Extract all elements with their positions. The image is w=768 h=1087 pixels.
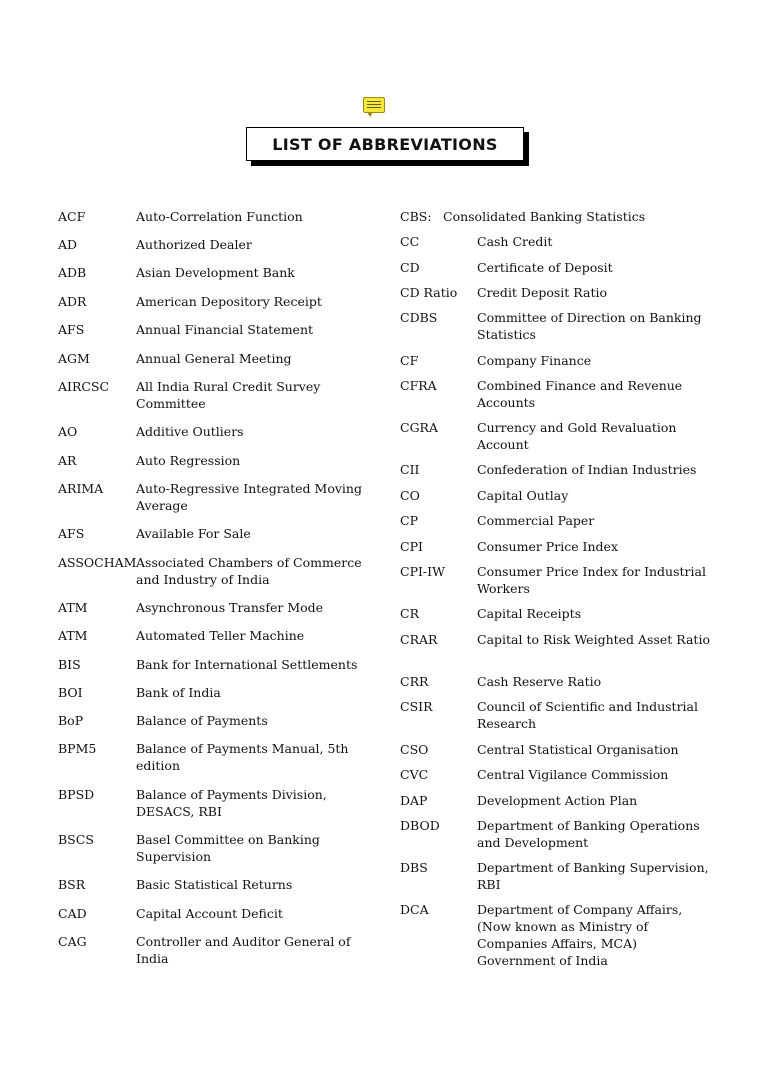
abbreviation-term: AGM (58, 351, 90, 366)
abbreviation-definition: Company Finance (477, 353, 592, 368)
abbreviation-definition: Controller and Auditor General of India (136, 934, 351, 966)
abbreviation-definition: Basel Committee on Banking Supervision (136, 832, 320, 864)
abbreviation-definition: Auto Regression (136, 453, 241, 468)
abbreviation-definition: Authorized Dealer (136, 237, 252, 252)
abbreviation-term: CII (400, 462, 420, 477)
abbreviation-term: DCA (400, 902, 429, 917)
comment-note-icon[interactable] (363, 97, 385, 113)
abbreviation-term: CRAR (400, 632, 438, 647)
abbreviation-term: ADB (58, 265, 87, 280)
abbreviation-definition: Consolidated Banking Statistics (443, 209, 646, 224)
abbreviation-definition: Committee of Direction on Banking Statistics (477, 310, 702, 342)
abbreviation-definition: Capital Account Deficit (136, 906, 283, 921)
abbreviation-definition: Associated Chambers of Commerce and Industry of India (136, 555, 362, 587)
abbreviation-definition: Cash Credit (477, 234, 553, 249)
abbreviation-definition: Balance of Payments (136, 713, 268, 728)
abbreviation-definition: Combined Finance and Revenue Accounts (477, 378, 683, 410)
abbreviation-term: DBS (400, 860, 428, 875)
abbreviation-definition: Auto-Regressive Integrated Moving Average (136, 481, 362, 513)
abbreviation-term: AFS (58, 526, 85, 541)
abbreviation-definition: Department of Banking Supervision, RBI (477, 860, 709, 892)
abbreviation-term: CSO (400, 742, 429, 757)
page-title: LIST OF ABBREVIATIONS (246, 127, 524, 161)
abbreviation-term: CAD (58, 906, 87, 921)
abbreviation-definition: Bank for International Settlements (136, 657, 358, 672)
abbreviation-definition: Annual Financial Statement (136, 322, 314, 337)
abbreviation-term: BSR (58, 877, 86, 892)
abbreviation-definition: Balance of Payments Division, DESACS, RBI (136, 787, 327, 819)
abbreviation-term: CFRA (400, 378, 437, 393)
abbreviation-term: CAG (58, 934, 87, 949)
abbreviation-definition: Currency and Gold Revaluation Account (477, 420, 677, 452)
abbreviation-term: CF (400, 353, 419, 368)
abbreviation-term: CR (400, 606, 419, 621)
abbreviation-definition: Automated Teller Machine (136, 628, 305, 643)
abbreviation-definition: Confederation of Indian Industries (477, 462, 697, 477)
abbreviation-term: CSIR (400, 699, 433, 714)
abbreviation-term: CO (400, 488, 420, 503)
abbreviation-term: DBOD (400, 818, 440, 833)
abbreviation-definition: Available For Sale (136, 526, 251, 541)
abbreviation-term: AFS (58, 322, 85, 337)
abbreviation-definition: Auto-Correlation Function (136, 209, 303, 224)
abbreviation-definition: Department of Banking Operations and Development (477, 818, 700, 850)
abbreviation-term: BPM5 (58, 741, 97, 756)
abbreviation-definition: Balance of Payments Manual, 5th edition (136, 741, 349, 773)
abbreviation-definition: American Depository Receipt (136, 294, 322, 309)
abbreviation-definition: Capital to Risk Weighted Asset Ratio (477, 632, 710, 647)
abbreviation-definition: Consumer Price Index for Industrial Workers (477, 564, 706, 596)
abbreviation-definition: Department of Company Affairs, (Now known as Ministry of Companies Affairs, MCA) Government of India (477, 902, 683, 968)
abbreviation-term: ACF (58, 209, 86, 224)
abbreviation-term: ASSOCHAM (58, 555, 137, 570)
abbreviation-term: CP (400, 513, 418, 528)
abbreviation-definition: All India Rural Credit Survey Committee (136, 379, 321, 411)
abbreviation-term: AO (58, 424, 78, 439)
abbreviation-term: DAP (400, 793, 428, 808)
abbreviation-term: CPI-IW (400, 564, 445, 579)
abbreviation-term: CPI (400, 539, 423, 554)
abbreviation-definition: Asian Development Bank (136, 265, 295, 280)
abbreviation-term: AD (58, 237, 78, 252)
abbreviation-definition: Basic Statistical Returns (136, 877, 293, 892)
abbreviation-term: ADR (58, 294, 87, 309)
abbreviation-definition: Consumer Price Index (477, 539, 618, 554)
abbreviation-term: CGRA (400, 420, 438, 435)
abbreviation-definition: Council of Scientific and Industrial Research (477, 699, 699, 731)
abbreviation-term: CVC (400, 767, 429, 782)
abbreviation-term: CD (400, 260, 420, 275)
abbreviation-term: CD Ratio (400, 285, 458, 300)
abbreviation-definition: Commercial Paper (477, 513, 595, 528)
abbreviation-definition: Annual General Meeting (136, 351, 292, 366)
abbreviation-term: AR (58, 453, 77, 468)
abbreviation-definition: Cash Reserve Ratio (477, 674, 602, 689)
abbreviation-term: BOI (58, 685, 83, 700)
abbreviation-definition: Certificate of Deposit (477, 260, 613, 275)
abbreviation-definition: Development Action Plan (477, 793, 638, 808)
abbreviation-term: CC (400, 234, 420, 249)
abbreviation-definition: Additive Outliers (136, 424, 244, 439)
abbreviation-term: CRR (400, 674, 429, 689)
abbreviation-term: BoP (58, 713, 84, 728)
abbreviation-definition: Asynchronous Transfer Mode (136, 600, 324, 615)
abbreviation-term: BSCS (58, 832, 94, 847)
abbreviation-term: ATM (58, 628, 88, 643)
abbreviation-definition: Bank of India (136, 685, 221, 700)
abbreviation-definition: Central Statistical Organisation (477, 742, 679, 757)
abbreviation-term: CDBS (400, 310, 438, 325)
abbreviation-term: BIS (58, 657, 81, 672)
abbreviation-term: CBS: (400, 209, 432, 224)
abbreviation-term: ARIMA (58, 481, 104, 496)
abbreviation-definition: Credit Deposit Ratio (477, 285, 607, 300)
abbreviation-term: AIRCSC (58, 379, 110, 394)
abbreviation-definition: Capital Receipts (477, 606, 582, 621)
abbreviation-definition: Central Vigilance Commission (477, 767, 669, 782)
abbreviation-term: BPSD (58, 787, 95, 802)
abbreviation-definition: Capital Outlay (477, 488, 569, 503)
abbreviation-term: ATM (58, 600, 88, 615)
